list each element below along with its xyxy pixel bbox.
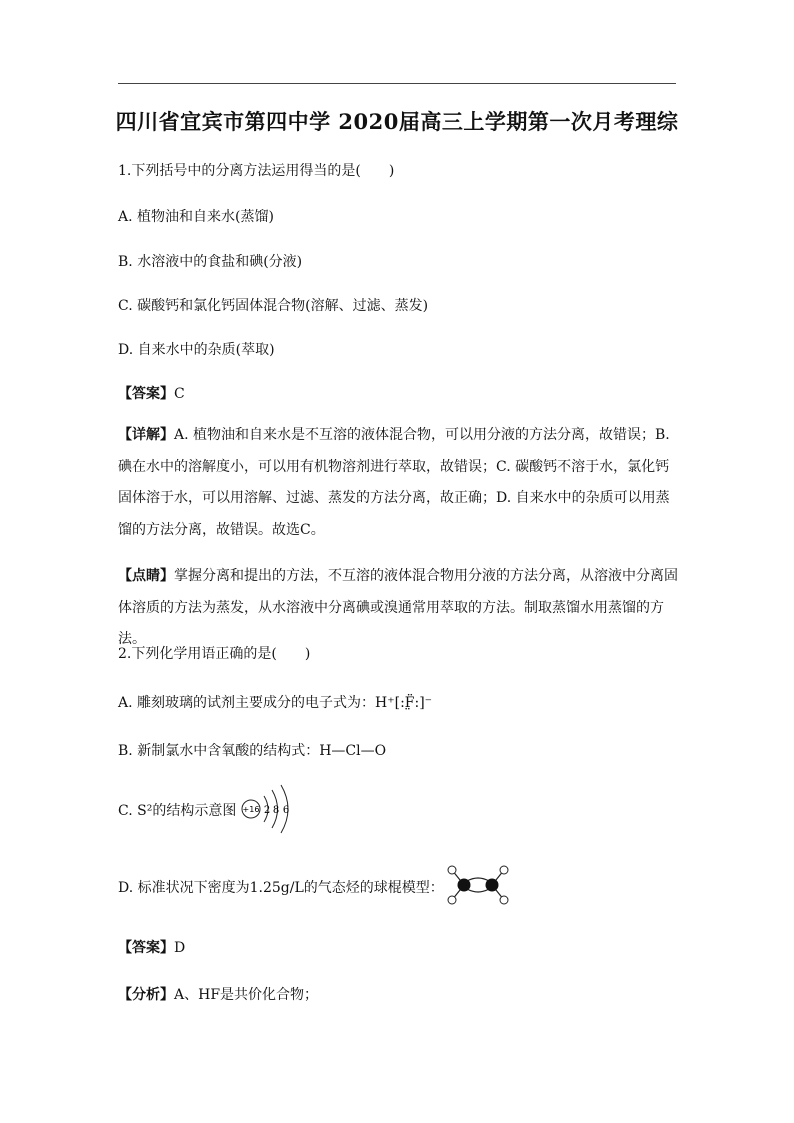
q1-option-b: B. 水溶液中的食盐和碘(分液)	[118, 254, 303, 270]
page-title: 四川省宜宾市第四中学 2020届高三上学期第一次月考理综	[115, 109, 679, 134]
q2-option-d: D. 标准状况下密度为1.25g/L的气态烃的球棍模型：	[118, 880, 444, 896]
hydrogen-atom	[448, 866, 456, 874]
q1-answer	[118, 383, 185, 403]
q1-option-d: D. 自来水中的杂质(萃取)	[118, 342, 275, 358]
hydrogen-atom	[500, 866, 508, 874]
analysis-label: 【分析】	[118, 987, 174, 1003]
answer-value: C	[174, 386, 185, 402]
q2-analysis	[118, 984, 318, 1004]
q1-explanation	[118, 420, 678, 546]
q2-option-a-text: A. 雕刻玻璃的试剂主要成分的电子式为：	[118, 695, 376, 711]
hf-electron-formula: H⁺[:F̤̈:]⁻	[375, 695, 433, 711]
answer-label: 【答案】	[118, 940, 174, 956]
carbon-atom	[458, 879, 471, 892]
shell-electrons-3: 6	[282, 805, 290, 816]
answer-label: 【答案】	[118, 386, 174, 402]
sulfur-atom-structure-diagram	[240, 782, 302, 836]
answer-value: D	[174, 940, 186, 956]
q1-option-a: A. 植物油和自来水(蒸馏)	[118, 209, 274, 225]
explain-text: A. 植物油和自来水是不互溶的液体混合物，可以用分液的方法分离，故错误；B.碘在水中的溶解度小，可以用有机物溶剂进行萃取，故错误；C. 碳酸钙不溶于水，氯化钙固体溶于水，可以用溶解、过滤、蒸发的方法分离，故正确；D. 自来水中的杂质可以用蒸馏的方法分离，故错误。故选C。	[118, 427, 670, 538]
q2-stem: 2.下列化学用语正确的是( )	[118, 646, 311, 662]
q2-answer	[118, 937, 185, 957]
q2-option-b: B. 新制氯水中含氧酸的结构式：H—Cl—O	[118, 743, 387, 759]
explain-label: 【详解】	[118, 427, 174, 443]
shell-electrons-2: 8	[272, 805, 280, 816]
q1-stem: 1.下列括号中的分离方法运用得当的是( )	[118, 163, 395, 179]
ethylene-ball-stick-model	[440, 860, 516, 910]
analysis-text: A、HF是共价化合物；	[174, 987, 319, 1003]
hydrogen-atom	[448, 896, 456, 904]
q2-option-c: C. S²的结构示意图	[118, 803, 237, 819]
shell-electrons-1: 2	[263, 805, 271, 816]
point-text: 掌握分离和提出的方法，不互溶的液体混合物用分液的方法分离，从溶液中分离固体溶质的方法为蒸发，从水溶液中分离碘或溴通常用萃取的方法。制取蒸馏水用蒸馏的方法。	[118, 568, 678, 647]
q1-option-c: C. 碳酸钙和氯化钙固体混合物(溶解、过滤、蒸发)	[118, 298, 429, 314]
point-label: 【点睛】	[118, 568, 174, 584]
hydrogen-atom	[500, 896, 508, 904]
q1-point	[118, 561, 678, 656]
carbon-atom	[486, 879, 499, 892]
header-rule	[118, 83, 676, 84]
nucleus-charge: +16	[242, 805, 260, 814]
q2-option-a	[118, 692, 432, 712]
